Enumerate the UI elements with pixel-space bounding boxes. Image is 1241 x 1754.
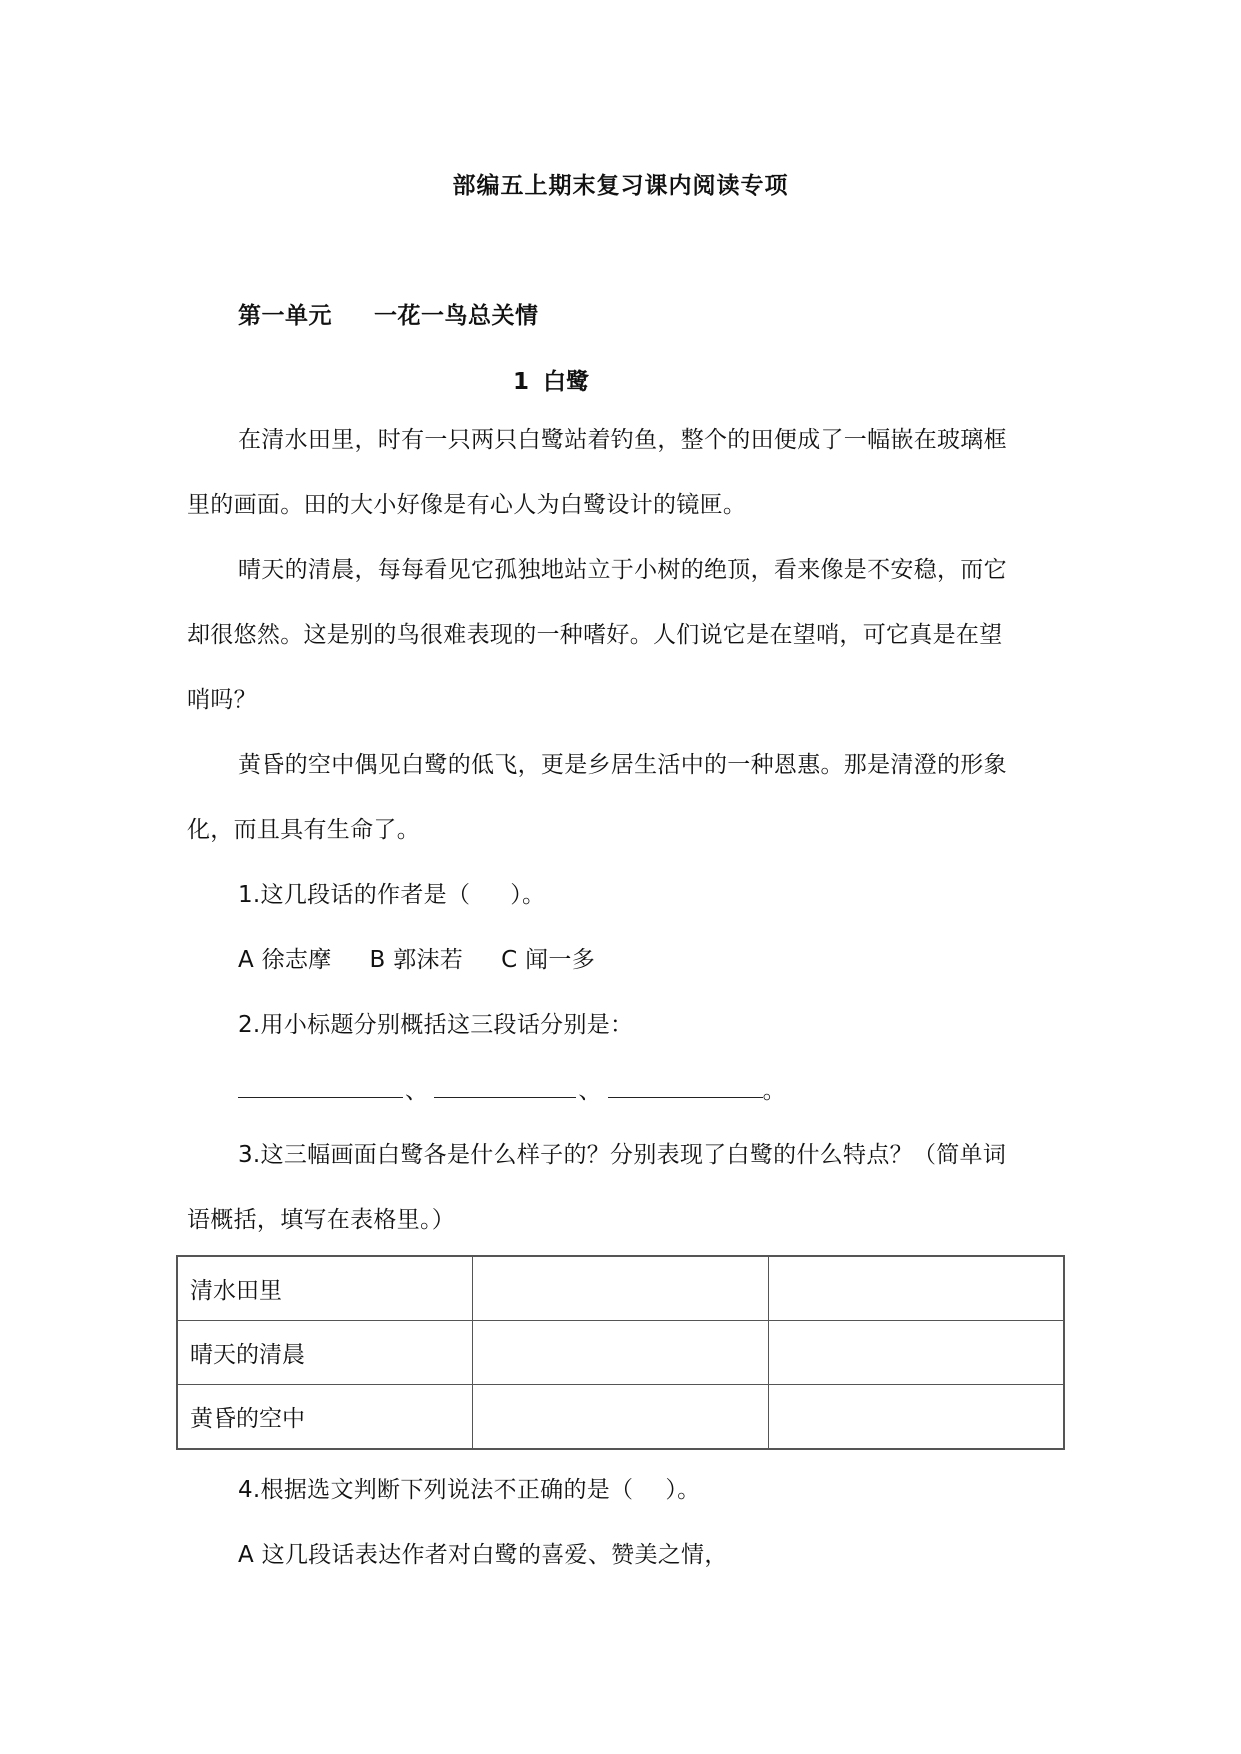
passage-line: 黄昏的空中偶见白鹭的低飞，更是乡居生活中的一种恩惠。那是清澄的形象: [238, 752, 1007, 778]
option-a: A 徐志摩: [238, 947, 332, 973]
passage-line: 化，而且具有生命了。: [187, 817, 420, 843]
answer-cell[interactable]: [473, 1256, 768, 1321]
answer-cell[interactable]: [473, 1385, 768, 1450]
lesson-number: 1: [513, 369, 530, 395]
table-row: [177, 1321, 1064, 1385]
question-4-option-a: A 这几段话表达作者对白鹭的喜爱、赞美之情，: [238, 1542, 728, 1568]
question-2-blanks: [238, 1075, 786, 1106]
answer-blank[interactable]: [238, 1075, 403, 1098]
row-label: 晴天的清晨: [177, 1321, 473, 1385]
question-2-prompt: 2.用小标题分别概括这三段话分别是：: [238, 1012, 634, 1038]
separator: 、: [405, 1078, 429, 1104]
passage-line: 在清水田里，时有一只两只白鹭站着钓鱼，整个的田便成了一幅嵌在玻璃框: [238, 427, 1007, 453]
answer-cell[interactable]: [768, 1385, 1064, 1450]
unit-number: 第一单元: [238, 303, 332, 329]
end-mark: 。: [762, 1078, 786, 1104]
option-c: C 闻一多: [501, 947, 596, 973]
unit-theme: 一花一鸟总关情: [374, 303, 539, 329]
answer-table: [176, 1255, 1065, 1450]
table-row: [177, 1385, 1064, 1450]
question-1-prompt: 1.这几段话的作者是（: [238, 882, 471, 908]
question-1-options: [238, 945, 595, 975]
answer-cell[interactable]: [768, 1256, 1064, 1321]
question-3-prompt: 3.这三幅画面白鹭各是什么样子的？分别表现了白鹭的什么特点？（简单词: [238, 1142, 1007, 1168]
question-4-prompt-end: ）。: [665, 1477, 701, 1503]
document-title: 部编五上期末复习课内阅读专项: [452, 173, 789, 199]
question-1-prompt-end: ）。: [510, 882, 546, 908]
question-3-prompt-cont: 语概括，填写在表格里。）: [187, 1207, 456, 1233]
passage-line: 晴天的清晨，每每看见它孤独地站立于小树的绝顶，看来像是不安稳，而它: [238, 557, 1007, 583]
passage-line: 哨吗？: [187, 687, 257, 713]
lesson-name: 白鹭: [543, 369, 590, 395]
passage-line: 里的画面。田的大小好像是有心人为白鹭设计的镜匣。: [187, 492, 747, 518]
answer-blank[interactable]: [608, 1075, 763, 1098]
question-4: [238, 1475, 700, 1505]
passage-line: 却很悠然。这是别的鸟很难表现的一种嗜好。人们说它是在望哨，可它真是在望: [187, 622, 1003, 648]
answer-blank[interactable]: [434, 1075, 576, 1098]
row-label: 清水田里: [177, 1256, 473, 1321]
lesson-title: [513, 363, 589, 396]
unit-heading: [238, 297, 539, 330]
question-4-prompt: 4.根据选文判断下列说法不正确的是（: [238, 1477, 634, 1503]
row-label: 黄昏的空中: [177, 1385, 473, 1450]
table-row: [177, 1256, 1064, 1321]
option-b: B 郭沫若: [369, 947, 464, 973]
answer-cell[interactable]: [473, 1321, 768, 1385]
question-1: [238, 880, 545, 910]
answer-cell[interactable]: [768, 1321, 1064, 1385]
separator: 、: [578, 1078, 602, 1104]
